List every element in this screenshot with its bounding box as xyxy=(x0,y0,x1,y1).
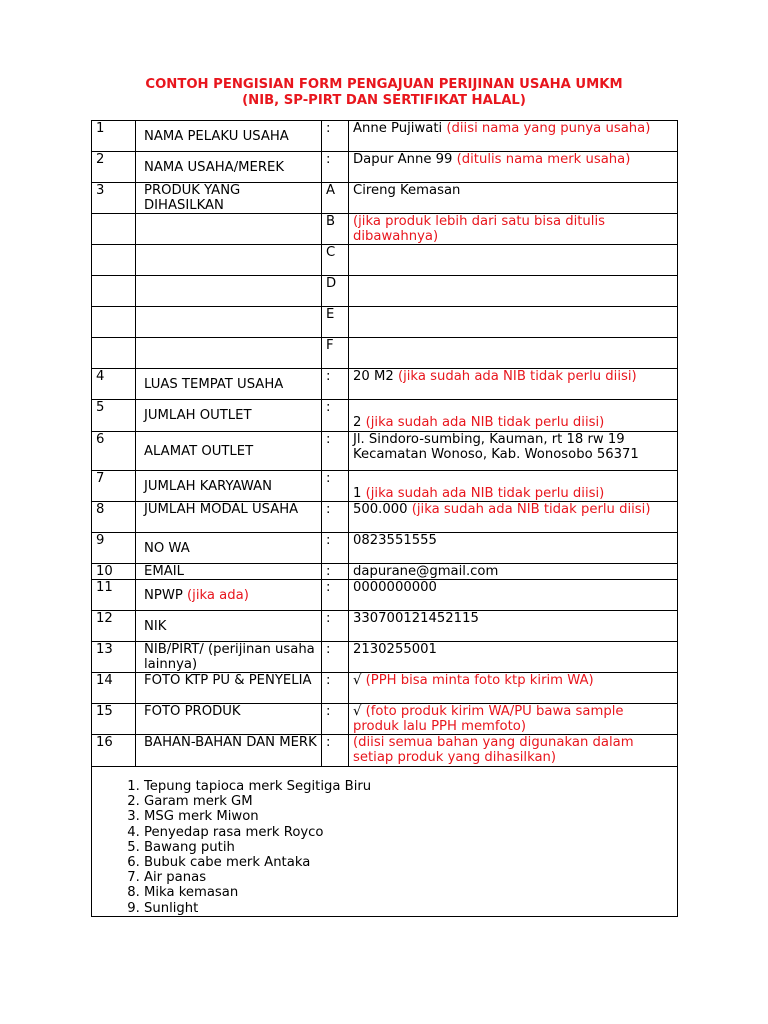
row-value: 2130255001 xyxy=(353,642,437,657)
row-note: (jika sudah ada NIB tidak perlu diisi) xyxy=(411,502,651,517)
row-separator: : xyxy=(322,471,349,502)
row-separator: : xyxy=(322,642,349,673)
row-value: Anne Pujiwati xyxy=(353,121,443,136)
form-body xyxy=(92,121,678,917)
row-label-cell xyxy=(136,214,322,245)
row-number: 4 xyxy=(92,369,136,400)
form-row xyxy=(92,400,678,432)
row-label: FOTO KTP PU & PENYELIA xyxy=(144,673,312,688)
row-number: 10 xyxy=(92,564,136,580)
row-number: 14 xyxy=(92,673,136,704)
row-separator: A xyxy=(322,183,349,214)
form-row xyxy=(92,214,678,245)
row-separator: : xyxy=(322,369,349,400)
form-row xyxy=(92,611,678,642)
row-value-cell xyxy=(349,121,678,152)
form-row xyxy=(92,338,678,369)
row-label: JUMLAH KARYAWAN xyxy=(144,479,272,494)
row-label: ALAMAT OUTLET xyxy=(144,444,254,459)
row-note: (jika sudah ada NIB tidak perlu diisi) xyxy=(365,415,605,430)
row-number: 11 xyxy=(92,580,136,611)
row-value-cell xyxy=(349,400,678,432)
row-note: (foto produk kirim WA/PU bawa sample produk lalu PPH memfoto) xyxy=(353,704,624,734)
ingredient-item: 2. Garam merk GM xyxy=(144,794,673,809)
row-value: 0000000000 xyxy=(353,580,437,595)
ingredient-item: 1. Tepung tapioca merk Segitiga Biru xyxy=(144,779,673,794)
ingredients-cell xyxy=(92,767,678,917)
row-value-cell xyxy=(349,673,678,704)
row-value: √ xyxy=(353,673,362,688)
row-label-cell xyxy=(136,533,322,564)
row-separator: : xyxy=(322,580,349,611)
form-row xyxy=(92,307,678,338)
row-label-cell xyxy=(136,432,322,471)
row-value: Dapur Anne 99 xyxy=(353,152,453,167)
row-label-note: (jika ada) xyxy=(187,588,249,603)
row-number: 2 xyxy=(92,152,136,183)
row-label: LUAS TEMPAT USAHA xyxy=(144,377,284,392)
form-row xyxy=(92,369,678,400)
form-row xyxy=(92,580,678,611)
row-separator: B xyxy=(322,214,349,245)
application-form-table xyxy=(91,120,678,917)
row-separator: : xyxy=(322,502,349,533)
form-row xyxy=(92,642,678,673)
row-label: NIB/PIRT/ (perijinan usaha lainnya) xyxy=(144,642,315,672)
row-number: 1 xyxy=(92,121,136,152)
row-value-cell xyxy=(349,735,678,767)
row-value: 0823551555 xyxy=(353,533,437,548)
row-value-cell xyxy=(349,276,678,307)
row-note: (ditulis nama merk usaha) xyxy=(456,152,631,167)
row-note: (jika sudah ada NIB tidak perlu diisi) xyxy=(365,486,605,501)
row-label-cell xyxy=(136,276,322,307)
row-value-cell xyxy=(349,642,678,673)
row-label-cell xyxy=(136,369,322,400)
row-value-cell xyxy=(349,533,678,564)
ingredient-item: 5. Bawang putih xyxy=(144,840,673,855)
row-value-cell xyxy=(349,704,678,735)
row-label: EMAIL xyxy=(144,564,184,579)
row-value-cell xyxy=(349,471,678,502)
row-label: NAMA USAHA/MEREK xyxy=(144,160,285,175)
row-label-cell xyxy=(136,704,322,735)
form-row xyxy=(92,735,678,767)
form-row xyxy=(92,471,678,502)
row-separator: : xyxy=(322,121,349,152)
row-label: NO WA xyxy=(144,541,190,556)
row-number: 6 xyxy=(92,432,136,471)
document-title xyxy=(0,77,768,109)
row-number: 7 xyxy=(92,471,136,502)
ingredient-item: 3. MSG merk Miwon xyxy=(144,809,673,824)
row-label: NAMA PELAKU USAHA xyxy=(144,129,289,144)
row-value-cell xyxy=(349,611,678,642)
form-row xyxy=(92,152,678,183)
row-label: JUMLAH OUTLET xyxy=(144,408,252,423)
form-row xyxy=(92,432,678,471)
row-number: 3 xyxy=(92,183,136,214)
form-row xyxy=(92,564,678,580)
row-label-cell xyxy=(136,471,322,502)
form-row xyxy=(92,673,678,704)
row-label: JUMLAH MODAL USAHA xyxy=(144,502,299,517)
row-value: 500.000 xyxy=(353,502,408,517)
ingredient-item: 4. Penyedap rasa merk Royco xyxy=(144,825,673,840)
row-separator: : xyxy=(322,432,349,471)
form-row xyxy=(92,183,678,214)
row-label: NPWP xyxy=(144,588,183,603)
ingredients-list xyxy=(96,779,673,916)
form-row xyxy=(92,502,678,533)
row-value-cell xyxy=(349,580,678,611)
row-label-cell xyxy=(136,400,322,432)
row-note: (diisi semua bahan yang digunakan dalam setiap produk yang dihasilkan) xyxy=(353,735,634,765)
row-separator: : xyxy=(322,611,349,642)
row-label-cell xyxy=(136,642,322,673)
row-separator: : xyxy=(322,152,349,183)
row-value-cell xyxy=(349,183,678,214)
row-label-cell xyxy=(136,502,322,533)
row-label-cell xyxy=(136,152,322,183)
row-label-cell xyxy=(136,611,322,642)
ingredient-item: 7. Air panas xyxy=(144,870,673,885)
row-number xyxy=(92,276,136,307)
form-row xyxy=(92,704,678,735)
title-line-2: (NIB, SP-PIRT DAN SERTIFIKAT HALAL) xyxy=(242,93,526,108)
title-line-1: CONTOH PENGISIAN FORM PENGAJUAN PERIJINAN USAHA UMKM xyxy=(145,77,623,92)
ingredient-item: 6. Bubuk cabe merk Antaka xyxy=(144,855,673,870)
row-value: Cireng Kemasan xyxy=(353,183,461,198)
row-value: dapurane@gmail.com xyxy=(353,564,499,579)
row-value-cell xyxy=(349,214,678,245)
row-value-cell xyxy=(349,564,678,580)
row-number: 13 xyxy=(92,642,136,673)
row-value-cell xyxy=(349,502,678,533)
row-value: √ xyxy=(353,704,362,719)
row-value-cell xyxy=(349,307,678,338)
row-separator: E xyxy=(322,307,349,338)
row-note: (jika produk lebih dari satu bisa ditulis dibawahnya) xyxy=(353,214,605,244)
ingredient-item: 8. Mika kemasan xyxy=(144,885,673,900)
row-value-cell xyxy=(349,245,678,276)
row-number: 12 xyxy=(92,611,136,642)
row-label-cell xyxy=(136,307,322,338)
row-separator: D xyxy=(322,276,349,307)
row-label-cell xyxy=(136,183,322,214)
form-row xyxy=(92,245,678,276)
row-value-cell xyxy=(349,152,678,183)
form-row xyxy=(92,533,678,564)
row-label: NIK xyxy=(144,619,167,634)
row-number xyxy=(92,245,136,276)
row-separator: : xyxy=(322,673,349,704)
row-separator: : xyxy=(322,533,349,564)
row-separator: : xyxy=(322,704,349,735)
row-label-cell xyxy=(136,673,322,704)
row-number: 16 xyxy=(92,735,136,767)
form-row xyxy=(92,276,678,307)
row-separator: : xyxy=(322,564,349,580)
row-label-cell xyxy=(136,245,322,276)
row-number: 8 xyxy=(92,502,136,533)
row-label-cell xyxy=(136,121,322,152)
row-separator: F xyxy=(322,338,349,369)
row-label-cell xyxy=(136,580,322,611)
row-note: (diisi nama yang punya usaha) xyxy=(446,121,651,136)
row-value: 330700121452115 xyxy=(353,611,479,626)
row-separator: : xyxy=(322,400,349,432)
row-value: 2 xyxy=(353,415,362,430)
row-value: 20 M2 xyxy=(353,369,394,384)
ingredient-item: 9. Sunlight xyxy=(144,901,673,916)
row-number xyxy=(92,338,136,369)
row-number: 5 xyxy=(92,400,136,432)
row-number xyxy=(92,214,136,245)
row-number: 15 xyxy=(92,704,136,735)
row-value-cell xyxy=(349,369,678,400)
row-label-cell xyxy=(136,338,322,369)
row-note: (PPH bisa minta foto ktp kirim WA) xyxy=(365,673,594,688)
row-label-cell xyxy=(136,564,322,580)
row-value: 1 xyxy=(353,486,362,501)
row-separator: C xyxy=(322,245,349,276)
row-value-cell xyxy=(349,338,678,369)
row-label: PRODUK YANG DIHASILKAN xyxy=(144,183,241,213)
row-number: 9 xyxy=(92,533,136,564)
row-label-cell xyxy=(136,735,322,767)
ingredients-row xyxy=(92,767,678,917)
row-number xyxy=(92,307,136,338)
row-label: BAHAN-BAHAN DAN MERK xyxy=(144,735,317,750)
form-row xyxy=(92,121,678,152)
row-value-cell xyxy=(349,432,678,471)
row-label: FOTO PRODUK xyxy=(144,704,241,719)
row-separator: : xyxy=(322,735,349,767)
row-value: Jl. Sindoro-sumbing, Kauman, rt 18 rw 19 Kecamatan Wonoso, Kab. Wonosobo 56371 xyxy=(353,432,639,462)
row-note: (jika sudah ada NIB tidak perlu diisi) xyxy=(397,369,637,384)
